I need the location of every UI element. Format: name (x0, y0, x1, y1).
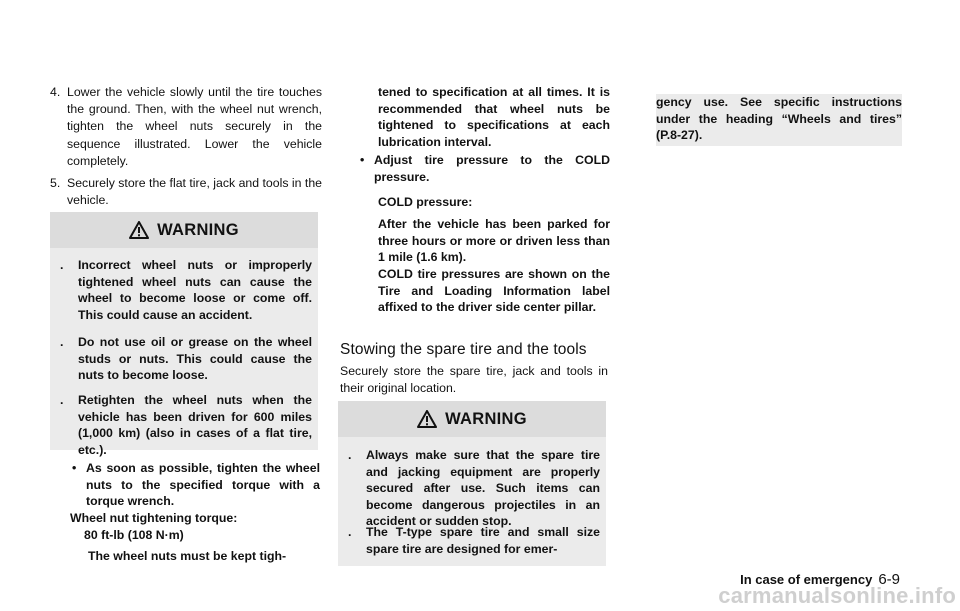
warning-title: WARNING (445, 409, 527, 428)
section-heading: Stowing the spare tire and the tools (340, 341, 587, 358)
warning-title: WARNING (157, 220, 239, 239)
warning-triangle-icon (417, 410, 437, 428)
warning-header (50, 212, 318, 248)
page-number: 6-9 (878, 571, 900, 588)
warning-body (338, 437, 606, 566)
watermark: carmanualsonline.info (718, 583, 956, 608)
bullet-dot: • (360, 153, 365, 167)
cold-label: COLD pressure: (378, 195, 473, 209)
cold-note: COLD tire pressures are shown on the Tire and Loading Information label affixed to the driver side center pillar. (378, 267, 610, 315)
step-number: 5. (50, 176, 61, 190)
warning-item-text: Do not use oil or grease on the wheel studs or nuts. This could cause the nuts to become loose. (78, 335, 312, 383)
continued-warning-text: gency use. See specific instructions under the heading “Wheels and tires” (P.8-27). (656, 94, 902, 146)
torque-label: Wheel nut tightening torque: (70, 511, 238, 525)
bullet-dot: . (60, 258, 64, 272)
warning-item-text: Retighten the wheel nuts when the vehicle has been driven for 600 miles (1,000 km) (also in cases of a flat tire, etc.). (78, 393, 312, 457)
warning-item-text: The T-type spare tire and small size spare tire are designed for emer- (366, 525, 600, 556)
bullet-dot: . (348, 448, 352, 462)
warning-box (338, 401, 606, 566)
cold-definition: After the vehicle has been parked for three hours or more or driven less than 1 mile (1.6 km). (378, 217, 610, 265)
torque-note: The wheel nuts must be kept tigh- (88, 549, 287, 563)
warning-item-text: Always make sure that the spare tire and jacking equipment are properly secured after use. Such items can become dangerous projectiles in an accident or sudden stop. (366, 448, 600, 529)
section-intro: Securely store the spare tire, jack and tools in their original location. (340, 364, 608, 395)
bullet-dot: . (60, 393, 64, 407)
warning-triangle-icon (129, 221, 149, 239)
bullet-dot: • (72, 461, 77, 475)
step-number: 4. (50, 85, 61, 99)
continued-text: tened to specification at all times. It is recommended that wheel nuts be tightened to specifications at each lubrication interval. (378, 85, 610, 149)
bullet-dot: . (348, 525, 352, 539)
warning-item-text: Incorrect wheel nuts or improperly tightened wheel nuts can cause the wheel to become loose or come off. This could cause an accident. (78, 258, 312, 322)
bullet-text: As soon as possible, tighten the wheel nuts to the specified torque with a torque wrench. (86, 461, 320, 509)
footer-section: In case of emergency (740, 572, 873, 587)
bullet-dot: . (60, 335, 64, 349)
step-5 (50, 175, 322, 209)
step-text: Securely store the flat tire, jack and tools in the vehicle. (67, 176, 322, 208)
warning-body (50, 248, 318, 457)
warning-box (50, 212, 318, 457)
step-4 (50, 84, 322, 170)
torque-value: 80 ft-lb (108 N·m) (84, 528, 184, 542)
step-text: Lower the vehicle slowly until the tire touches the ground. Then, with the wheel nut wrench, tighten the wheel nuts securely in the sequence illustrated. Lower the vehicle completely. (67, 85, 322, 168)
bullet-text: Adjust tire pressure to the COLD pressure. (374, 153, 610, 184)
warning-header (338, 401, 606, 437)
